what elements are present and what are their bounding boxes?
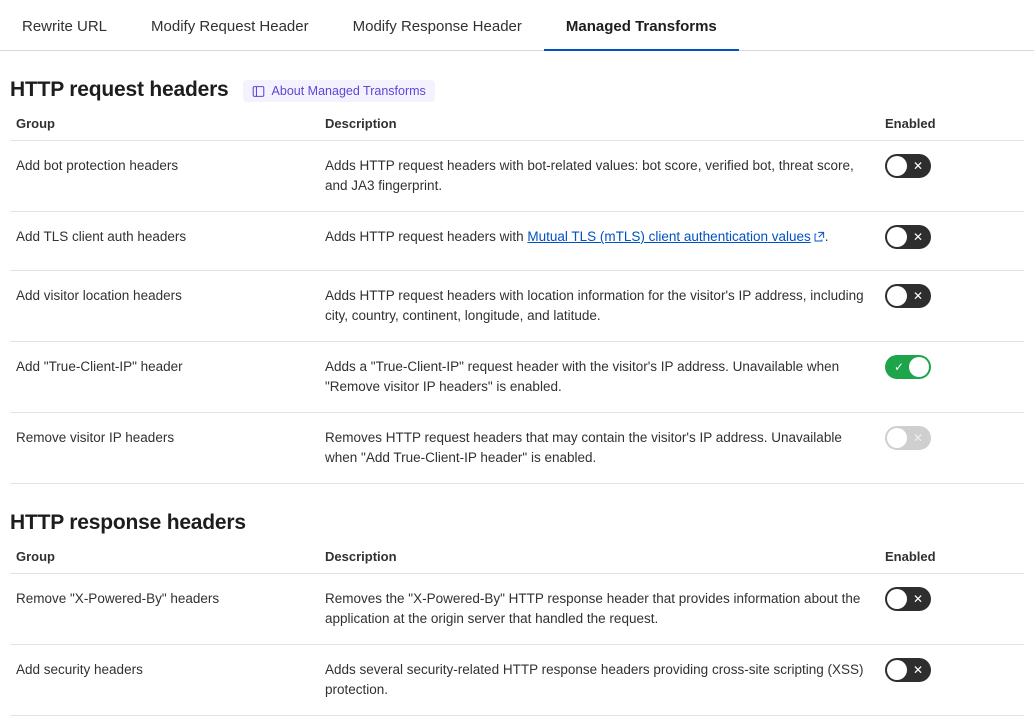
row-enabled-cell <box>885 141 1024 212</box>
mtls-client-auth-link[interactable]: Mutual TLS (mTLS) client authentication values <box>527 229 811 244</box>
row-enabled-cell <box>885 271 1024 342</box>
response-section-title: HTTP response headers <box>10 511 246 534</box>
row-enabled-cell <box>885 342 1024 413</box>
toggle-knob <box>887 428 907 448</box>
table-row <box>10 574 1024 645</box>
row-group-label: Add security headers <box>10 645 315 716</box>
row-description: Adds several security-related HTTP response headers providing cross-site scripting (XSS) protection. <box>315 645 885 716</box>
row-group-label: Remove visitor IP headers <box>10 413 315 484</box>
tab-modify-request-header[interactable]: Modify Request Header <box>151 18 309 35</box>
http-request-headers-section <box>0 51 1034 484</box>
column-header-description: Description <box>315 549 885 574</box>
toggle-on-icon: ✓ <box>894 360 905 374</box>
table-row <box>10 212 1024 271</box>
table-row <box>10 342 1024 413</box>
row-enabled-cell <box>885 212 1024 271</box>
table-row <box>10 271 1024 342</box>
row-group-label: Add visitor location headers <box>10 271 315 342</box>
row-description: Removes HTTP request headers that may contain the visitor's IP address. Unavailable when "Add True-Client-IP header" is enabled. <box>315 413 885 484</box>
row-enabled-cell <box>885 413 1024 484</box>
row-group-label: Add bot protection headers <box>10 141 315 212</box>
about-chip-label: About Managed Transforms <box>271 84 426 98</box>
table-row <box>10 645 1024 716</box>
row-description: Removes the "X-Powered-By" HTTP response header that provides information about the application at the origin server that handled the request. <box>315 574 885 645</box>
toggle-add-true-client-ip-header[interactable] <box>885 355 931 379</box>
row-description: Adds HTTP request headers with bot-related values: bot score, verified bot, threat score, and JA3 fingerprint. <box>315 141 885 212</box>
row-description <box>315 212 885 271</box>
toggle-add-visitor-location-headers[interactable] <box>885 284 931 308</box>
row-group-label: Add TLS client auth headers <box>10 212 315 271</box>
column-header-description: Description <box>315 116 885 141</box>
tab-modify-response-header[interactable]: Modify Response Header <box>352 18 522 35</box>
table-row <box>10 141 1024 212</box>
row-enabled-cell <box>885 574 1024 645</box>
row-group-label: Add "True-Client-IP" header <box>10 342 315 413</box>
about-managed-transforms-button[interactable] <box>243 80 435 102</box>
request-headers-table <box>10 116 1024 484</box>
response-section-header <box>10 484 1024 549</box>
toggle-off-icon: ✕ <box>912 230 923 244</box>
table-row <box>10 413 1024 484</box>
toggle-knob <box>887 227 907 247</box>
row-group-label: Remove "X-Powered-By" headers <box>10 574 315 645</box>
toggle-knob <box>887 286 907 306</box>
toggle-off-icon: ✕ <box>912 663 923 677</box>
toggle-knob <box>909 357 929 377</box>
row-description-text: Adds HTTP request headers with <box>325 229 528 244</box>
http-response-headers-section <box>0 484 1034 716</box>
toggle-knob <box>887 156 907 176</box>
toggle-off-icon: ✕ <box>912 592 923 606</box>
tab-managed-transforms[interactable]: Managed Transforms <box>544 19 739 50</box>
tab-bar <box>0 0 1034 51</box>
column-header-enabled: Enabled <box>885 549 1024 574</box>
toggle-off-icon: ✕ <box>912 289 923 303</box>
row-description: Adds a "True-Client-IP" request header with the visitor's IP address. Unavailable when "Remove visitor IP headers" is enabled. <box>315 342 885 413</box>
toggle-add-tls-client-auth-headers[interactable] <box>885 225 931 249</box>
table-header-row <box>10 116 1024 141</box>
column-header-enabled: Enabled <box>885 116 1024 141</box>
request-section-header <box>10 51 1024 116</box>
row-description-suffix: . <box>824 229 829 244</box>
column-header-group: Group <box>10 549 315 574</box>
toggle-off-icon: ✕ <box>912 159 923 173</box>
response-headers-table <box>10 549 1024 716</box>
column-header-group: Group <box>10 116 315 141</box>
toggle-remove-x-powered-by-headers[interactable] <box>885 587 931 611</box>
toggle-knob <box>887 660 907 680</box>
tab-rewrite-url[interactable]: Rewrite URL <box>22 18 108 35</box>
page-title: HTTP request headers <box>10 78 229 101</box>
row-enabled-cell <box>885 645 1024 716</box>
row-description: Adds HTTP request headers with location information for the visitor's IP address, including city, country, continent, longitude, and latitude. <box>315 271 885 342</box>
toggle-remove-visitor-ip-headers <box>885 426 931 450</box>
toggle-add-security-headers[interactable] <box>885 658 931 682</box>
toggle-off-icon: ✕ <box>912 431 923 445</box>
book-icon <box>252 85 265 98</box>
table-header-row <box>10 549 1024 574</box>
external-link-icon <box>814 228 825 248</box>
toggle-knob <box>887 589 907 609</box>
toggle-add-bot-protection-headers[interactable] <box>885 154 931 178</box>
